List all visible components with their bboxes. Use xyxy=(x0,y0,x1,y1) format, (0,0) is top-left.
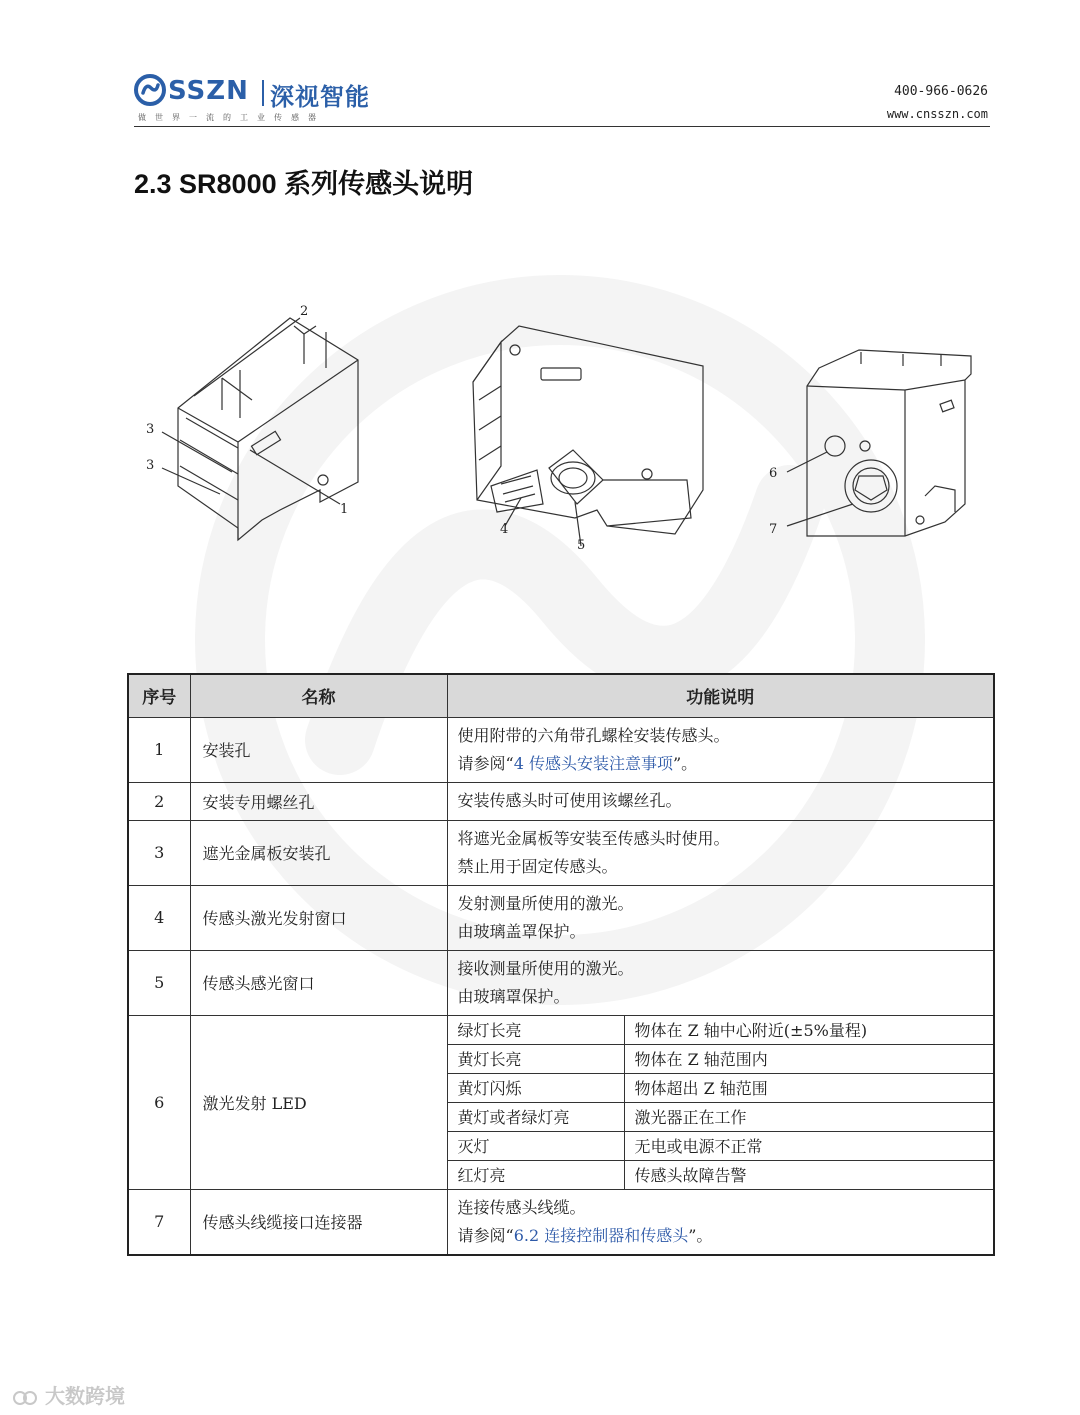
header-website[interactable]: www.cnsszn.com xyxy=(886,107,988,121)
figure-sensor-front-view xyxy=(765,290,980,550)
row-function xyxy=(447,1189,994,1255)
logo-brand-text: SSZN xyxy=(168,76,249,106)
row-no: 2 xyxy=(128,782,190,820)
led-state: 黄灯或者绿灯亮 xyxy=(447,1102,624,1131)
table-row xyxy=(128,1015,994,1044)
figure-label: 3 xyxy=(146,422,155,437)
sensor-parts-table xyxy=(127,673,995,1256)
row-function xyxy=(447,820,994,885)
led-state: 黄灯长亮 xyxy=(447,1044,624,1073)
ref-prefix: 请参阅“ xyxy=(457,753,514,773)
led-meaning: 传感头故障告警 xyxy=(624,1160,994,1189)
led-meaning: 无电或电源不正常 xyxy=(624,1131,994,1160)
row-no: 5 xyxy=(128,950,190,1015)
led-meaning: 物体在 Z 轴中心附近(±5%量程) xyxy=(624,1015,994,1044)
table-row xyxy=(128,1189,994,1255)
figure-label: 5 xyxy=(577,538,586,553)
ref-suffix: ”。 xyxy=(688,1225,713,1245)
ref-prefix: 请参阅“ xyxy=(457,1225,514,1245)
row-name: 传感头感光窗口 xyxy=(190,950,447,1015)
function-line: 禁止用于固定传感头。 xyxy=(457,856,618,876)
logo-separator xyxy=(262,80,264,106)
figure-sensor-side-view xyxy=(140,290,370,550)
row-no: 4 xyxy=(128,885,190,950)
header-no: 序号 xyxy=(128,674,190,717)
header-divider xyxy=(134,126,990,127)
function-reference xyxy=(458,1222,984,1250)
footer-watermark-text: 大数跨境 xyxy=(44,1384,125,1408)
function-line: 接收测量所使用的激光。 xyxy=(457,958,634,978)
function-reference xyxy=(458,750,984,778)
logo-slogan: 做世界一流的工业传感器 xyxy=(138,113,325,122)
table-row xyxy=(128,950,994,1015)
figure-label: 7 xyxy=(769,522,778,537)
row-name: 传感头激光发射窗口 xyxy=(190,885,447,950)
function-line: 由玻璃罩保护。 xyxy=(457,986,570,1006)
row-no: 6 xyxy=(128,1015,190,1189)
row-name: 激光发射 LED xyxy=(190,1015,447,1189)
row-name: 遮光金属板安装孔 xyxy=(190,820,447,885)
row-name: 安装孔 xyxy=(190,717,447,782)
figure-label: 3 xyxy=(146,458,155,473)
figure-label: 6 xyxy=(769,466,778,481)
figure-label: 2 xyxy=(300,304,309,319)
row-name: 传感头线缆接口连接器 xyxy=(190,1189,447,1255)
function-line: 由玻璃盖罩保护。 xyxy=(457,921,586,941)
header-name: 名称 xyxy=(190,674,447,717)
function-line: 连接传感头线缆。 xyxy=(457,1197,586,1217)
page-header xyxy=(134,70,990,128)
row-function xyxy=(447,782,994,820)
function-line: 使用附带的六角带孔螺栓安装传感头。 xyxy=(457,725,730,745)
led-state: 黄灯闪烁 xyxy=(447,1073,624,1102)
table-row xyxy=(128,885,994,950)
logo-brand-cn: 深视智能 xyxy=(270,83,370,111)
function-line: 发射测量所使用的激光。 xyxy=(457,893,634,913)
sensor-side-drawing xyxy=(140,290,370,550)
row-function xyxy=(447,950,994,1015)
led-state: 灭灯 xyxy=(447,1131,624,1160)
table-row xyxy=(128,717,994,782)
row-name: 安装专用螺丝孔 xyxy=(190,782,447,820)
led-meaning: 激光器正在工作 xyxy=(624,1102,994,1131)
ref-suffix: ”。 xyxy=(672,753,698,773)
table-row xyxy=(128,820,994,885)
row-no: 3 xyxy=(128,820,190,885)
led-meaning: 物体在 Z 轴范围内 xyxy=(624,1044,994,1073)
header-phone: 400-966-0626 xyxy=(894,84,988,99)
watermark-logo-icon xyxy=(12,1388,38,1408)
header-function: 功能说明 xyxy=(447,674,994,717)
figure-label: 4 xyxy=(500,522,509,537)
footer-watermark xyxy=(12,1380,125,1409)
figure-label: 1 xyxy=(340,502,349,517)
sensor-bottom-drawing xyxy=(465,290,715,560)
row-function xyxy=(447,717,994,782)
function-line: 安装传感头时可使用该螺丝孔。 xyxy=(457,791,682,810)
led-state: 红灯亮 xyxy=(447,1160,624,1189)
led-state: 绿灯长亮 xyxy=(447,1015,624,1044)
row-function xyxy=(447,885,994,950)
row-no: 7 xyxy=(128,1189,190,1255)
function-line: 将遮光金属板等安装至传感头时使用。 xyxy=(457,828,730,848)
ref-link[interactable]: 4 传感头安装注意事项 xyxy=(513,753,673,773)
table-header-row xyxy=(128,674,994,717)
ref-link[interactable]: 6.2 连接控制器和传感头 xyxy=(513,1225,689,1245)
led-meaning: 物体超出 Z 轴范围 xyxy=(624,1073,994,1102)
table-row xyxy=(128,782,994,820)
company-logo xyxy=(134,74,384,126)
logo-mark-icon xyxy=(134,74,166,106)
sensor-front-drawing xyxy=(765,290,980,550)
row-no: 1 xyxy=(128,717,190,782)
figure-sensor-bottom-view xyxy=(465,290,715,560)
section-title: 2.3 SR8000 系列传感头说明 xyxy=(134,169,474,199)
